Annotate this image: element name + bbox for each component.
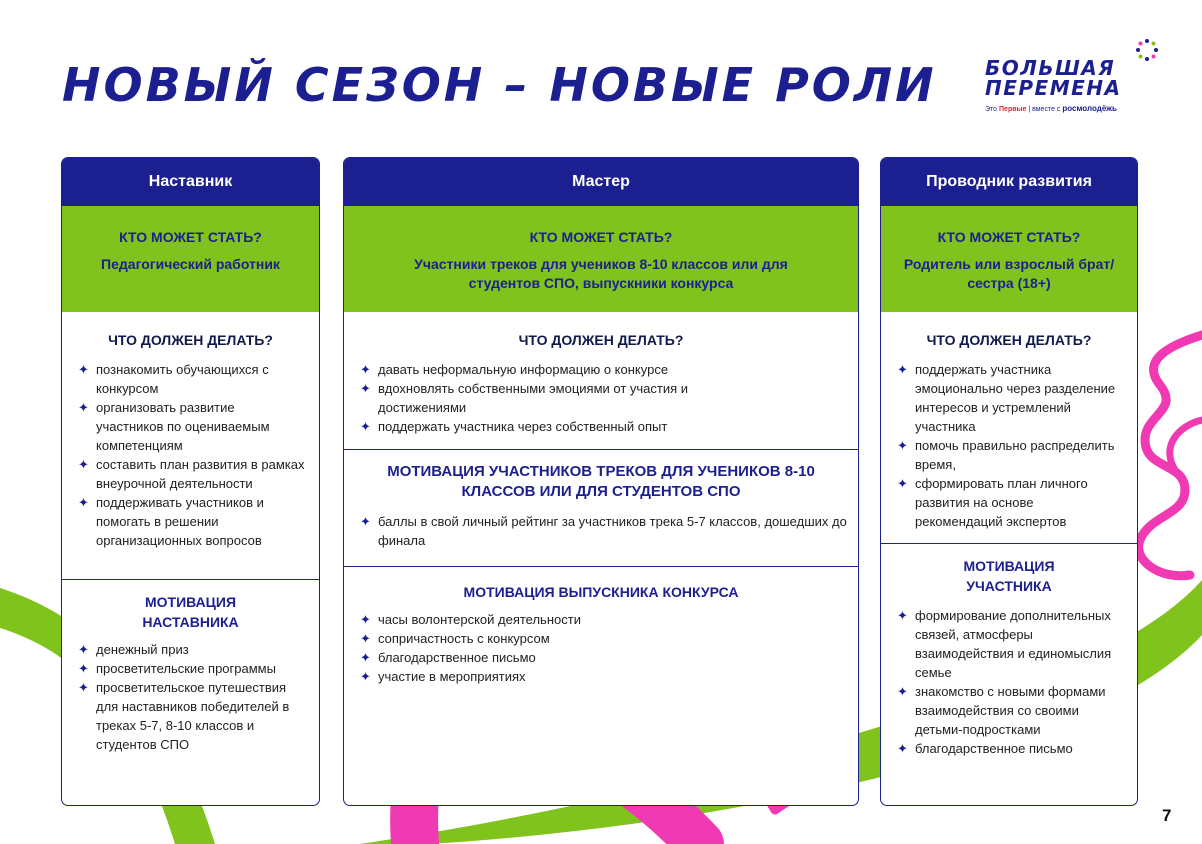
card-master <box>343 157 859 806</box>
duties-list <box>881 360 1137 531</box>
motivation-graduate-title: МОТИВАЦИЯ ВЫПУСКНИКА КОНКУРСА <box>463 584 739 600</box>
list-item: ✦ помочь правильно распределить время, <box>897 436 1123 474</box>
who-title: КТО МОЖЕТ СТАТЬ? <box>937 229 1081 245</box>
page-number: 7 <box>1162 806 1172 825</box>
who-text: Педагогический работник <box>101 256 280 272</box>
list-item: ✦ поддержать участника через собственный опыт <box>360 417 748 436</box>
list-item: ✦ формирование дополнительных связей, атмосферы взаимодействия и единомыслия семье <box>897 606 1123 682</box>
motivation-graduate-list <box>344 610 858 686</box>
logo-sub-brand1: Первые <box>999 106 1027 113</box>
duties-title: ЧТО ДОЛЖЕН ДЕЛАТЬ? <box>518 332 684 348</box>
who-title: КТО МОЖЕТ СТАТЬ? <box>119 229 262 245</box>
list-item: ✦ благодарственное письмо <box>897 739 1123 758</box>
logo-sub-prefix: Это <box>985 106 998 113</box>
list-item: ✦ сформировать план личного развития на основе рекомендаций экспертов <box>897 474 1123 531</box>
duties-list <box>344 360 858 436</box>
logo-dots-icon <box>1135 38 1159 62</box>
logo-sub-mid: вместе с <box>1032 106 1061 113</box>
card-header: Наставник <box>62 158 319 206</box>
who-text: Участники треков для учеников 8-10 классов или для студентов СПО, выпускники конкурса <box>414 256 788 291</box>
card-header: Проводник развития <box>881 158 1137 206</box>
list-item: ✦ баллы в свой личный рейтинг за участников трека 5-7 классов, дошедших до финала <box>360 512 848 550</box>
motivation-graduate-section <box>344 567 858 686</box>
list-item: ✦ благодарственное письмо <box>360 648 608 667</box>
list-item: ✦ просветительское путешествия для наставников победителей в треках 5-7, 8-10 классов и студентов СПО <box>78 678 305 754</box>
logo-sub-brand2: росмолодёжь <box>1062 104 1117 113</box>
who-title: КТО МОЖЕТ СТАТЬ? <box>529 229 673 245</box>
card-header: Мастер <box>344 158 858 206</box>
logo <box>985 58 1145 128</box>
list-item: ✦ просветительские программы <box>78 659 305 678</box>
list-item: ✦ вдохновлять собственными эмоциями от участия и достижениями <box>360 379 748 417</box>
list-item: ✦ часы волонтерской деятельности <box>360 610 608 629</box>
card-mentor <box>61 157 320 806</box>
motivation-list <box>881 606 1137 758</box>
pink-wave <box>1170 420 1202 470</box>
who-can-become <box>62 206 319 312</box>
duties-section <box>881 312 1137 544</box>
who-text: Родитель или взрослый брат/сестра (18+) <box>903 256 1115 291</box>
card-guide <box>880 157 1138 806</box>
list-item: ✦ поддерживать участников и помогать в решении организационных вопросов <box>78 493 305 550</box>
logo-line2: ПЕРЕМЕНА <box>985 76 1122 100</box>
list-item: ✦ участие в мероприятиях <box>360 667 608 686</box>
list-item: ✦ сопричастность с конкурсом <box>360 629 608 648</box>
list-item: ✦ давать неформальную информацию о конкурсе <box>360 360 748 379</box>
duties-section <box>344 312 858 450</box>
duties-title: ЧТО ДОЛЖЕН ДЕЛАТЬ? <box>108 332 273 348</box>
motivation-tracks-section <box>344 450 858 567</box>
list-item: ✦ составить план развития в рамках внеурочной деятельности <box>78 455 305 493</box>
motivation-title: МОТИВАЦИЯ УЧАСТНИКА <box>963 558 1055 594</box>
motivation-section <box>881 544 1137 758</box>
motivation-tracks-list <box>344 512 858 550</box>
logo-line1: БОЛЬШАЯ <box>985 56 1116 80</box>
who-can-become <box>344 206 858 312</box>
list-item: ✦ познакомить обучающихся с конкурсом <box>78 360 305 398</box>
page-title: НОВЫЙ СЕЗОН – НОВЫЕ РОЛИ <box>62 58 937 112</box>
motivation-list <box>62 640 319 754</box>
who-can-become <box>881 206 1137 312</box>
list-item: ✦ поддержать участника эмоционально через разделение интересов и устремлений участника <box>897 360 1123 436</box>
motivation-section <box>62 580 319 754</box>
motivation-title: МОТИВАЦИЯ НАСТАВНИКА <box>142 594 239 630</box>
list-item: ✦ знакомство с новыми формами взаимодействия со своими детьми-подростками <box>897 682 1123 739</box>
duties-section <box>62 312 319 580</box>
list-item: ✦ организовать развитие участников по оцениваемым компетенциям <box>78 398 305 455</box>
duties-title: ЧТО ДОЛЖЕН ДЕЛАТЬ? <box>926 332 1092 348</box>
logo-subline: Это Первые | вместе с росмолодёжь <box>985 104 1117 113</box>
motivation-tracks-title: МОТИВАЦИЯ УЧАСТНИКОВ ТРЕКОВ ДЛЯ УЧЕНИКОВ 8-10 КЛАССОВ ИЛИ ДЛЯ СТУДЕНТОВ СПО <box>387 463 815 500</box>
list-item: ✦ денежный приз <box>78 640 305 659</box>
duties-list <box>62 360 319 550</box>
